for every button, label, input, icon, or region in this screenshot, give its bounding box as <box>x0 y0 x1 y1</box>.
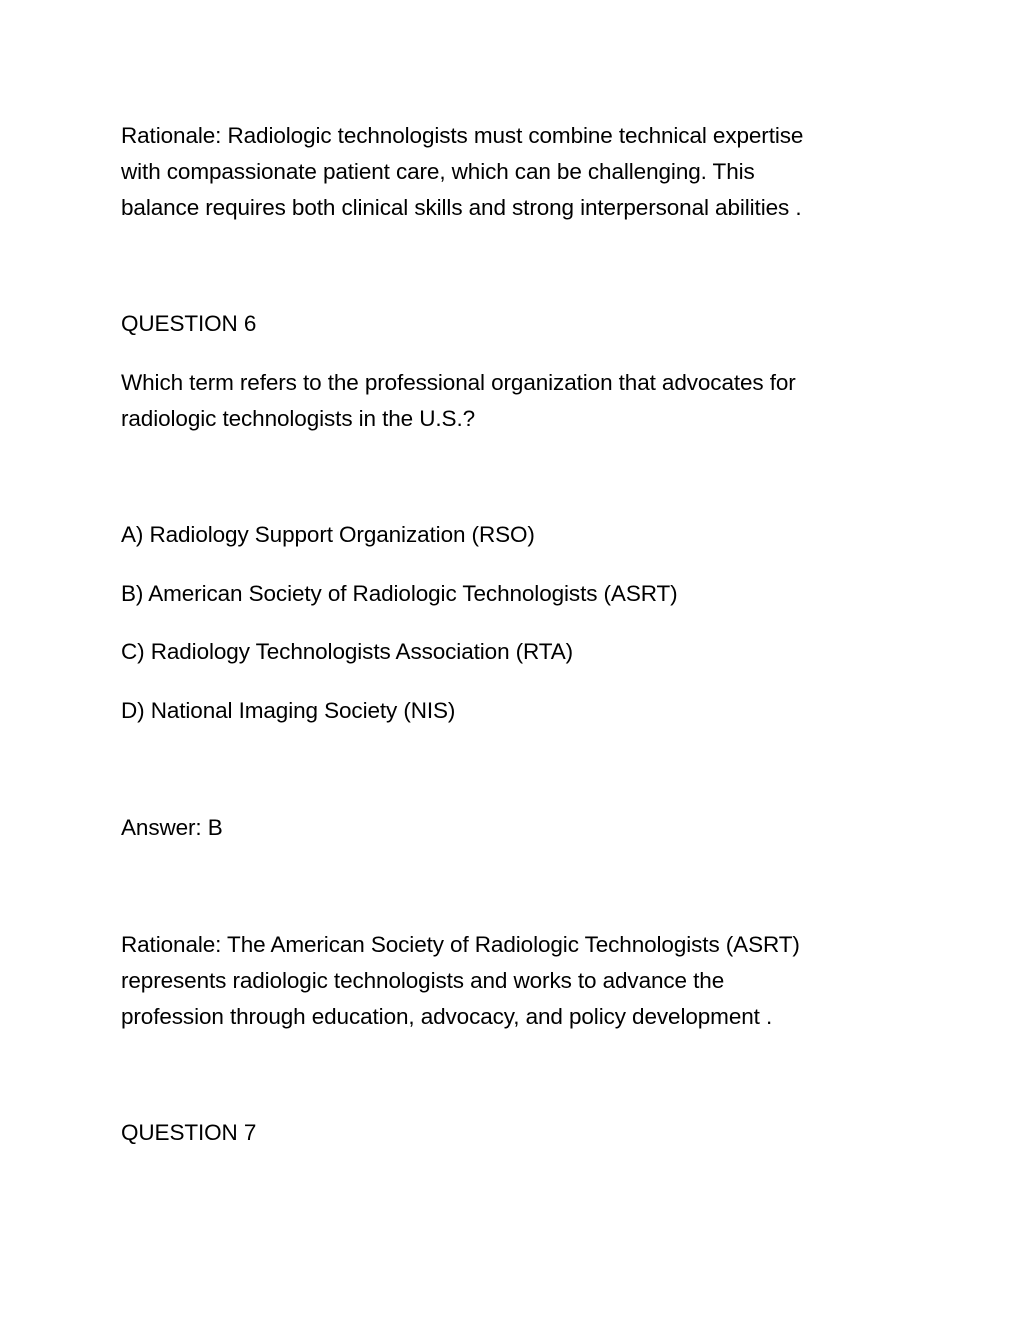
option-d: D) National Imaging Society (NIS) <box>121 698 456 723</box>
rationale-previous-question: Rationale: Radiologic technologists must combine technical expertise with compassionate patient care, which can be challenging. This balance requires both clinical skills and strong interpersonal abilities . <box>121 123 804 220</box>
option-a: A) Radiology Support Organization (RSO) <box>121 522 535 547</box>
option-c: C) Radiology Technologists Association (RTA) <box>121 639 574 664</box>
option-b: B) American Society of Radiologic Technologists (ASRT) <box>121 581 678 606</box>
question-6-heading: QUESTION 6 <box>121 311 257 336</box>
question-7-heading: QUESTION 7 <box>121 1120 257 1145</box>
question-6-answer: Answer: B <box>121 815 223 840</box>
question-6-text: Which term refers to the professional organization that advocates for radiologic technologists in the U.S.? <box>121 370 796 431</box>
question-6-rationale: Rationale: The American Society of Radiologic Technologists (ASRT) represents radiologic technologists and works to advance the profession through education, advocacy, and policy development . <box>121 932 800 1029</box>
